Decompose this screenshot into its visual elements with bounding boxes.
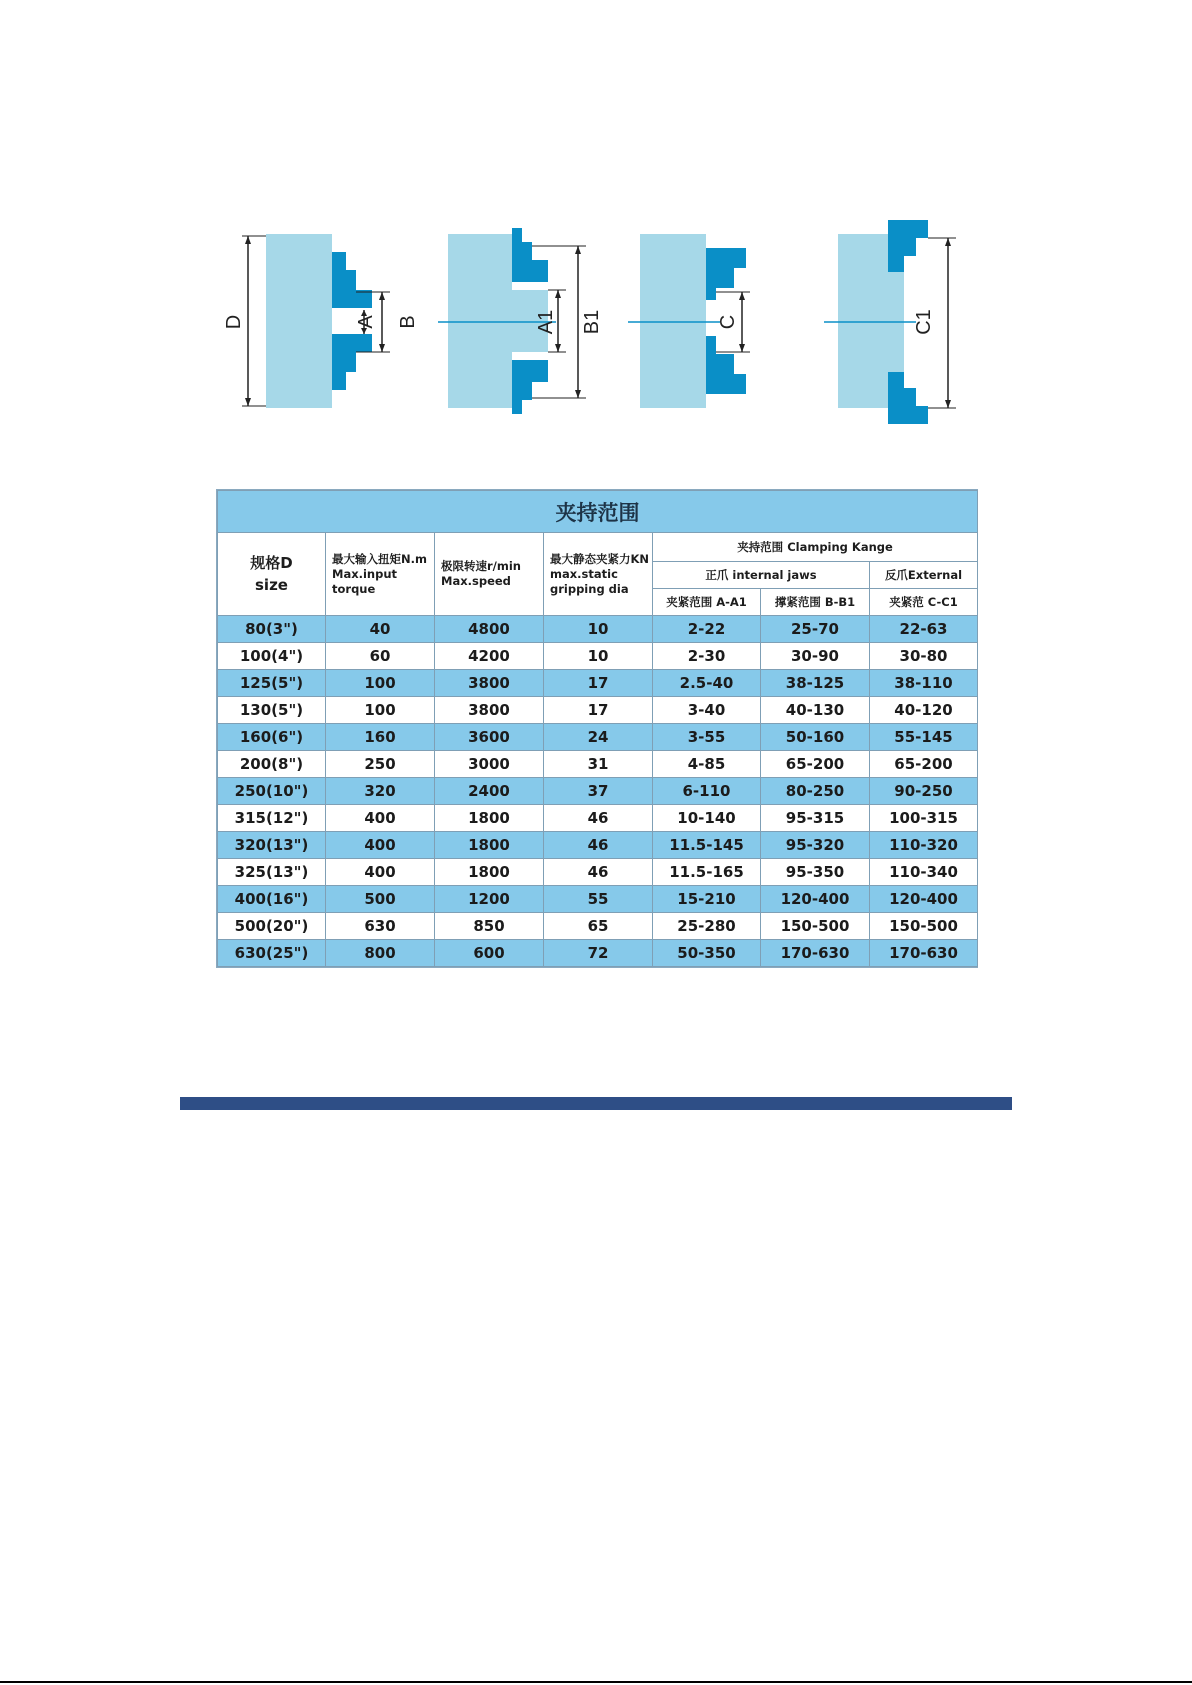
dim-label-c: C	[717, 314, 739, 330]
cell-range-a-a1: 2-22	[653, 616, 761, 643]
cell-force: 46	[544, 805, 653, 832]
cell-speed: 3600	[435, 724, 544, 751]
cell-size: 160(6")	[218, 724, 326, 751]
jaw-lower	[332, 334, 372, 390]
header-range-b-b1: 撑紧范围 B-B1	[761, 589, 870, 616]
cell-torque: 100	[326, 697, 435, 724]
cell-size: 200(8")	[218, 751, 326, 778]
cell-size: 130(5")	[218, 697, 326, 724]
jaw-upper	[512, 228, 548, 282]
jaw-upper	[332, 252, 372, 308]
cell-size: 80(3")	[218, 616, 326, 643]
cell-range-c-c1: 120-400	[870, 886, 978, 913]
cell-range-c-c1: 55-145	[870, 724, 978, 751]
header-size: 规格D size	[218, 533, 326, 616]
diagram-external-clamp-ab	[223, 234, 419, 408]
page-bottom-rule	[0, 1681, 1192, 1683]
table-row	[218, 643, 978, 670]
cell-speed: 1200	[435, 886, 544, 913]
cell-torque: 500	[326, 886, 435, 913]
cell-range-a-a1: 4-85	[653, 751, 761, 778]
cell-size: 320(13")	[218, 832, 326, 859]
cell-range-b-b1: 95-315	[761, 805, 870, 832]
cell-range-a-a1: 3-55	[653, 724, 761, 751]
cell-torque: 40	[326, 616, 435, 643]
table-row	[218, 670, 978, 697]
table-row	[218, 778, 978, 805]
cell-speed: 4800	[435, 616, 544, 643]
cell-range-b-b1: 150-500	[761, 913, 870, 940]
cell-speed: 4200	[435, 643, 544, 670]
cell-range-c-c1: 22-63	[870, 616, 978, 643]
cell-force: 17	[544, 670, 653, 697]
cell-torque: 400	[326, 832, 435, 859]
dim-label-c1: C1	[913, 309, 935, 335]
dim-label-a1: A1	[535, 309, 557, 335]
jaw-lower	[512, 360, 548, 414]
cell-range-b-b1: 25-70	[761, 616, 870, 643]
section-divider-bar	[180, 1097, 1012, 1110]
dim-label-b1: B1	[581, 309, 603, 335]
header-clamping-range: 夹持范围 Clamping Kange	[653, 533, 978, 562]
cell-speed: 850	[435, 913, 544, 940]
table-row	[218, 886, 978, 913]
cell-range-a-a1: 6-110	[653, 778, 761, 805]
header-range-c-c1: 夹紧范 C-C1	[870, 589, 978, 616]
diagram-external-c	[628, 234, 750, 408]
cell-torque: 400	[326, 859, 435, 886]
cell-force: 55	[544, 886, 653, 913]
cell-size: 100(4")	[218, 643, 326, 670]
cell-range-b-b1: 95-320	[761, 832, 870, 859]
cell-force: 17	[544, 697, 653, 724]
cell-range-b-b1: 170-630	[761, 940, 870, 967]
cell-range-b-b1: 95-350	[761, 859, 870, 886]
cell-range-c-c1: 170-630	[870, 940, 978, 967]
cell-torque: 250	[326, 751, 435, 778]
chuck-jaw-diagrams	[210, 210, 990, 440]
cell-range-a-a1: 11.5-165	[653, 859, 761, 886]
cell-torque: 320	[326, 778, 435, 805]
header-external-jaws: 反爪External	[870, 562, 978, 589]
cell-range-b-b1: 50-160	[761, 724, 870, 751]
cell-speed: 3800	[435, 670, 544, 697]
header-speed: 极限转速r/min Max.speed	[435, 533, 544, 616]
cell-range-c-c1: 40-120	[870, 697, 978, 724]
cell-speed: 1800	[435, 805, 544, 832]
table-row	[218, 859, 978, 886]
cell-size: 325(13")	[218, 859, 326, 886]
clamping-range-table-container	[216, 489, 978, 968]
cell-force: 24	[544, 724, 653, 751]
cell-torque: 160	[326, 724, 435, 751]
cell-range-a-a1: 11.5-145	[653, 832, 761, 859]
cell-torque: 800	[326, 940, 435, 967]
cell-range-a-a1: 50-350	[653, 940, 761, 967]
cell-force: 10	[544, 616, 653, 643]
cell-speed: 3000	[435, 751, 544, 778]
table-row	[218, 805, 978, 832]
cell-size: 250(10")	[218, 778, 326, 805]
dim-label-a: A	[355, 315, 377, 329]
cell-size: 630(25")	[218, 940, 326, 967]
cell-range-b-b1: 40-130	[761, 697, 870, 724]
table-body	[218, 616, 978, 967]
cell-range-c-c1: 38-110	[870, 670, 978, 697]
cell-range-b-b1: 30-90	[761, 643, 870, 670]
cell-size: 315(12")	[218, 805, 326, 832]
cell-size: 125(5")	[218, 670, 326, 697]
chuck-body	[266, 234, 332, 408]
header-range-a-a1: 夹紧范围 A-A1	[653, 589, 761, 616]
cell-force: 65	[544, 913, 653, 940]
table-row	[218, 616, 978, 643]
cell-range-c-c1: 150-500	[870, 913, 978, 940]
cell-force: 37	[544, 778, 653, 805]
cell-range-c-c1: 30-80	[870, 643, 978, 670]
cell-range-b-b1: 80-250	[761, 778, 870, 805]
cell-speed: 3800	[435, 697, 544, 724]
diagram-external-c1	[824, 220, 956, 424]
cell-range-c-c1: 65-200	[870, 751, 978, 778]
cell-size: 500(20")	[218, 913, 326, 940]
table-row	[218, 913, 978, 940]
cell-range-a-a1: 25-280	[653, 913, 761, 940]
cell-speed: 2400	[435, 778, 544, 805]
cell-range-a-a1: 15-210	[653, 886, 761, 913]
cell-speed: 1800	[435, 832, 544, 859]
header-torque: 最大输入扭矩N.m Max.input torque	[326, 533, 435, 616]
cell-range-a-a1: 2.5-40	[653, 670, 761, 697]
cell-speed: 600	[435, 940, 544, 967]
header-gripping-force: 最大静态夹紧力KN max.static gripping dia	[544, 533, 653, 616]
diagram-internal-a1b1	[438, 228, 603, 414]
clamping-range-table	[217, 490, 978, 967]
cell-range-a-a1: 10-140	[653, 805, 761, 832]
cell-torque: 60	[326, 643, 435, 670]
cell-size: 400(16")	[218, 886, 326, 913]
table-row	[218, 751, 978, 778]
cell-range-a-a1: 2-30	[653, 643, 761, 670]
cell-range-a-a1: 3-40	[653, 697, 761, 724]
jaw-lower	[888, 372, 928, 424]
cell-torque: 100	[326, 670, 435, 697]
table-title: 夹持范围	[218, 491, 978, 533]
table-row	[218, 724, 978, 751]
cell-torque: 400	[326, 805, 435, 832]
cell-range-c-c1: 90-250	[870, 778, 978, 805]
cell-range-b-b1: 65-200	[761, 751, 870, 778]
cell-force: 46	[544, 832, 653, 859]
cell-force: 46	[544, 859, 653, 886]
cell-range-c-c1: 100-315	[870, 805, 978, 832]
chuck-body	[640, 234, 706, 408]
cell-range-b-b1: 120-400	[761, 886, 870, 913]
table-row	[218, 832, 978, 859]
cell-force: 31	[544, 751, 653, 778]
jaw-upper	[888, 220, 928, 272]
cell-speed: 1800	[435, 859, 544, 886]
table-row	[218, 940, 978, 967]
cell-force: 10	[544, 643, 653, 670]
table-row	[218, 697, 978, 724]
dim-label-d: D	[223, 314, 245, 330]
header-internal-jaws: 正爪 internal jaws	[653, 562, 870, 589]
dim-label-b: B	[397, 315, 419, 329]
cell-torque: 630	[326, 913, 435, 940]
cell-range-b-b1: 38-125	[761, 670, 870, 697]
cell-range-c-c1: 110-320	[870, 832, 978, 859]
cell-force: 72	[544, 940, 653, 967]
cell-range-c-c1: 110-340	[870, 859, 978, 886]
